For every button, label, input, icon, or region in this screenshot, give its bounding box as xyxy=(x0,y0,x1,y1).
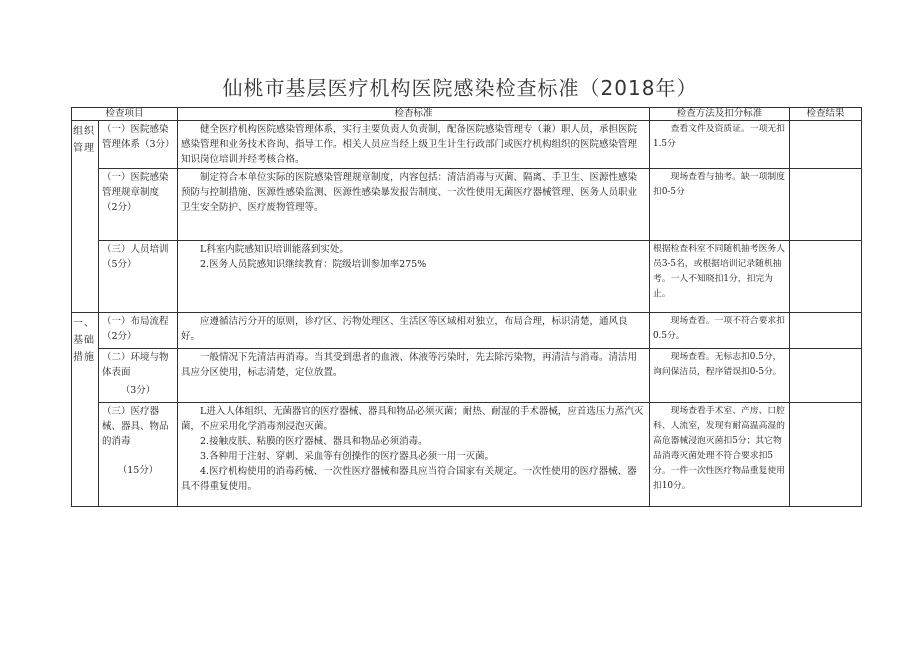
standard-cell xyxy=(178,121,650,169)
standard-line: 2.医务人员院感知识继续教育：院级培训参加率275% xyxy=(200,259,427,270)
item-cell xyxy=(99,349,178,403)
result-cell[interactable] xyxy=(790,121,862,169)
header-result: 检查结果 xyxy=(790,108,862,121)
method-cell xyxy=(650,121,790,169)
standard-text: 健全医疗机构医院感染管理体系，实行主要负责人负责制，配备医院感染管理专（兼）职人员，承担医院感染管理和业务技术咨询、指导工作。相关人员应当经上级卫生计生行政部门或医疗机构组织的医院感染管理知识岗位培训并经考核合格。 xyxy=(181,124,638,165)
item-cell: （一）布局流程（2分） xyxy=(99,313,178,349)
method-text: 现场查看手术室、产房、口腔科、人流室，发现有耐高温高湿的高危器械浸泡灭菌扣5分；其它物品消毒灭菌处理不符合要求扣5分。一件一次性医疗物品重复使用扣10分。 xyxy=(653,406,785,491)
item-label: （二）环境与物体表面 xyxy=(102,352,169,378)
table-header-row xyxy=(72,108,862,121)
method-text: 查看文件及资质证。一项无扣1.5分 xyxy=(653,124,785,149)
item-cell xyxy=(99,403,178,507)
standard-cell xyxy=(178,313,650,349)
item-score: （3分） xyxy=(120,385,156,396)
header-item: 检查项目 xyxy=(72,108,178,121)
standard-line: 3.各种用于注射、穿刺、采血等有创操作的医疗器具必须一用一灭菌。 xyxy=(200,451,495,462)
item-cell: （一）医院感染管理规章制度（2分） xyxy=(99,169,178,241)
standard-text: 一般情况下先清洁再消毒。当其受到患者的血液、体液等污染时，先去除污染物，再清洁与消毒。清洁用具应分区使用，标志清楚，定位放置。 xyxy=(181,352,638,378)
page-title: 仙桃市基层医疗机构医院感染检查标准（2018年） xyxy=(222,76,698,100)
standard-line: L科室内院感知识培训能落到实处。 xyxy=(200,244,349,255)
method-text: 根据检查科室不同随机抽考医务人员3-5名，或根据培训记录随机抽考。一人不知晓扣1分，扣完为止。 xyxy=(653,244,785,299)
item-score: （15分） xyxy=(117,465,159,476)
standard-line: 2.接触皮肤、粘膜的医疗器械、器具和物品必须消毒。 xyxy=(200,436,428,447)
header-method: 检查方法及扣分标准 xyxy=(650,108,790,121)
category-org: 组织管理 xyxy=(72,121,99,313)
method-text: 现场查看。无标志扣0.5分，询问保洁员，程序错误扣0-5分。 xyxy=(653,352,782,377)
table-row xyxy=(72,121,862,169)
standard-line: L进入人体组织、无菌器官的医疗器械、器具和物品必须灭菌；耐热、耐湿的手术器械，应首选压力蒸汽灭菌，不应采用化学消毒剂浸泡灭菌。 xyxy=(181,406,644,432)
method-cell xyxy=(650,313,790,349)
table-row xyxy=(72,241,862,313)
standards-table xyxy=(71,107,862,507)
result-cell[interactable] xyxy=(790,349,862,403)
method-cell xyxy=(650,169,790,241)
item-cell: （三）人员培训（5分） xyxy=(99,241,178,313)
table-row xyxy=(72,313,862,349)
table-row xyxy=(72,403,862,507)
result-cell[interactable] xyxy=(790,403,862,507)
method-cell xyxy=(650,241,790,313)
category-basic: 一、基础措施 xyxy=(72,313,99,507)
standard-cell xyxy=(178,241,650,313)
item-cell: （一）医院感染管理体系（3分） xyxy=(99,121,178,169)
standard-cell xyxy=(178,349,650,403)
standard-line: 4.医疗机构使用的消毒药械、一次性医疗器械和器具应当符合国家有关规定。一次性使用的医疗器械、器具不得重复使用。 xyxy=(181,466,637,492)
result-cell[interactable] xyxy=(790,169,862,241)
header-standard: 检杳标准 xyxy=(178,108,650,121)
result-cell[interactable] xyxy=(790,313,862,349)
standard-cell xyxy=(178,169,650,241)
method-cell xyxy=(650,403,790,507)
standard-cell xyxy=(178,403,650,507)
standard-text: 制定符合本单位实际的医院感染管理规章制度，内容包括：清洁消毒与灭菌、隔离、手卫生、医源性感染预防与控制措施、医源性感染监测、医源性感染暴发报告制度、一次性使用无菌医疗器械管理、医务人员职业卫生安全防护、医疗废物管理等。 xyxy=(181,172,638,213)
result-cell[interactable] xyxy=(790,241,862,313)
method-text: 现场查看。一项不符合要求扣0.5分。 xyxy=(653,316,785,341)
standard-text: 应遵循洁污分开的原则，诊疗区、污物处理区、生活区等区域相对独立，布局合理，标识清楚，通风良好。 xyxy=(181,316,628,342)
method-text: 现场查看与抽考。缺一项制度扣0-5分 xyxy=(653,172,785,197)
method-cell xyxy=(650,349,790,403)
table-row xyxy=(72,349,862,403)
table-row xyxy=(72,169,862,241)
item-label: （三）医疗器械、器具、物品的消毒 xyxy=(102,406,169,447)
